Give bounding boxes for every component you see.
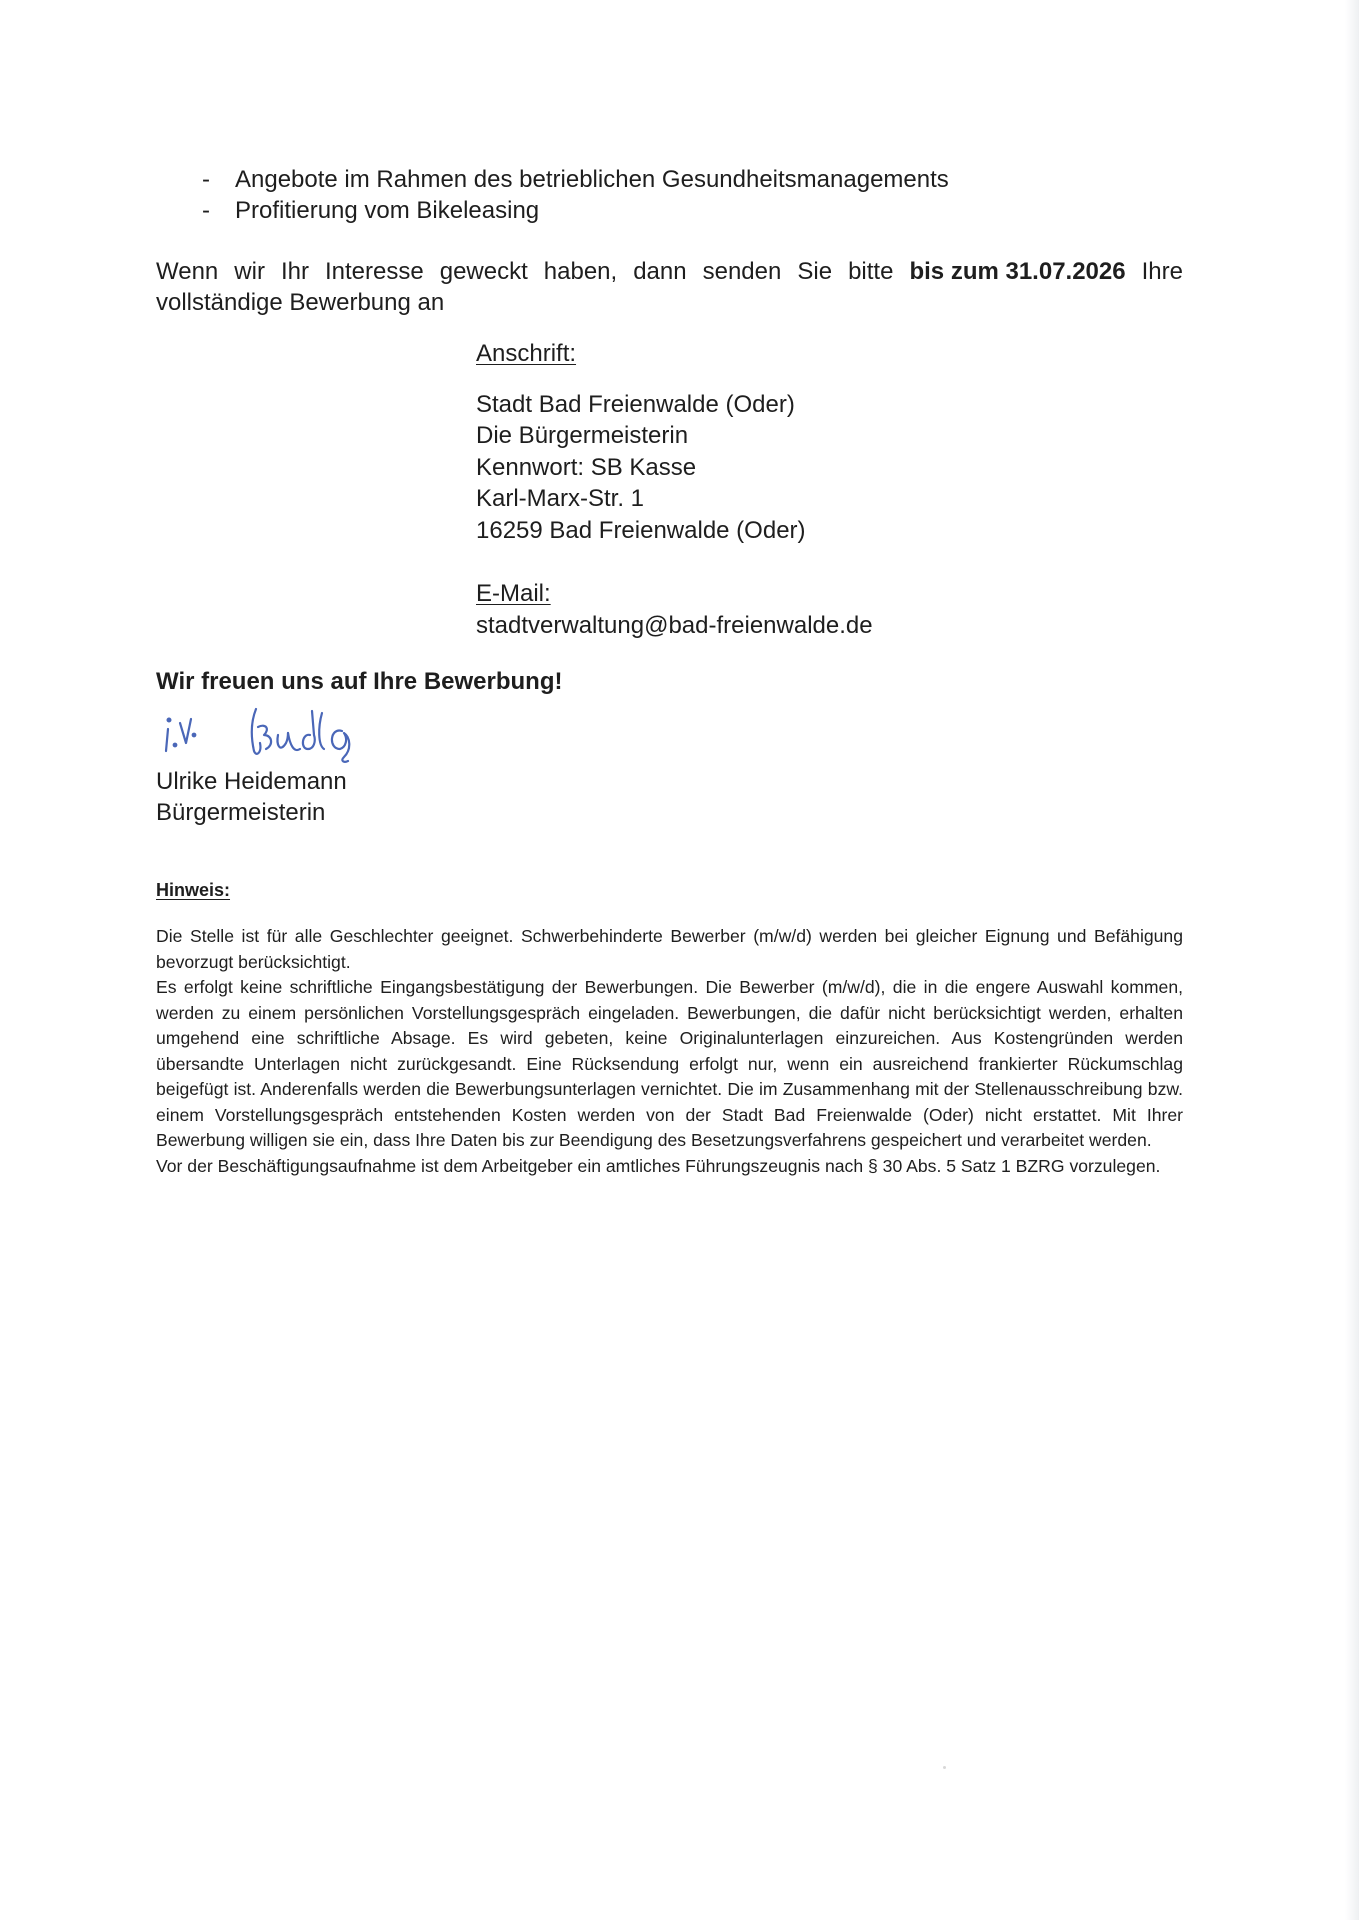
- signer-block: [156, 766, 347, 828]
- address-line: Karl-Marx-Str. 1: [476, 485, 645, 512]
- list-item: [202, 164, 1202, 195]
- scan-speck: [943, 1766, 946, 1769]
- list-item: [202, 195, 1202, 226]
- email-address: stadtverwaltung@bad-freienwalde.de: [476, 611, 873, 639]
- hinweis-paragraph: Es erfolgt keine schriftliche Eingangsbestätigung der Bewerbungen. Die Bewerber (m/w/d), die in die engere Auswahl kommen, werden zu einem persönlichen Vorstellungsgespräch eingeladen. Bewerbungen, die dafür nicht berücksichtigt werden, erhalten umgehend eine schriftliche Absage. Es wird gebeten, keine Originalunterlagen einzureichen. Aus Kostengründen werden übersandte Unterlagen nicht zurückgesandt. Eine Rücksendung erfolgt nur, wenn ein ausreichend frankierter Rückumschlag beigefügt ist. Anderenfalls werden die Bewerbungsunterlagen vernichtet. Die im Zusammenhang mit der Stellenausschreibung bzw. einem Vorstellungsgespräch entstehenden Kosten werden von der Stadt Bad Freienwalde (Oder) nicht erstattet. Mit Ihrer Bewerbung willigen sie ein, dass Ihre Daten bis zur Beendigung des Besetzungsverfahrens gespeichert und verarbeitet werden.: [156, 977, 1183, 1150]
- hinweis-paragraph: Die Stelle ist für alle Geschlechter geeignet. Schwerbehinderte Bewerber (m/w/d) werden bei gleicher Eignung und Befähigung bevorzugt berücksichtigt.: [156, 926, 1183, 972]
- email-label: E-Mail:: [476, 580, 551, 607]
- closing-line: Wir freuen uns auf Ihre Bewerbung!: [156, 668, 563, 695]
- intro-word: bitte: [848, 258, 894, 285]
- signer-title: Bürgermeisterin: [156, 799, 326, 826]
- intro-word: wir: [234, 258, 265, 285]
- address-line: Kennwort: SB Kasse: [476, 453, 697, 481]
- benefits-list: [202, 164, 1202, 226]
- hinweis-paragraph: Vor der Beschäftigungsaufnahme ist dem Arbeitgeber ein amtliches Führungszeugnis nach § 30 Abs. 5 Satz 1 BZRG vorzulegen.: [156, 1155, 1161, 1176]
- intro-word: Interesse: [324, 258, 424, 285]
- address-label: Anschrift:: [476, 340, 577, 367]
- intro-word: dann: [633, 258, 687, 285]
- scan-edge: [1345, 0, 1359, 1920]
- application-intro: [156, 256, 1183, 318]
- intro-word: geweckt: [439, 258, 528, 285]
- signer-name: Ulrike Heidemann: [156, 768, 347, 795]
- list-item-text: Angebote im Rahmen des betrieblichen Gesundheitsmanagements: [235, 166, 949, 193]
- hinweis-heading: Hinweis:: [156, 880, 231, 900]
- intro-line-2: vollständige Bewerbung an: [156, 289, 445, 316]
- bullet-marker: -: [202, 197, 210, 224]
- intro-line-1: [156, 256, 1183, 287]
- intro-word: Wenn: [156, 258, 219, 285]
- hinweis-body: [156, 924, 1183, 1179]
- intro-word: Ihr: [280, 258, 309, 285]
- intro-word: Sie: [797, 258, 833, 285]
- list-item-text: Profitierung vom Bikeleasing: [235, 197, 540, 224]
- signature: [160, 705, 370, 765]
- bullet-marker: -: [202, 166, 210, 193]
- address-line: Die Bürgermeisterin: [476, 422, 689, 449]
- address-line: Stadt Bad Freienwalde (Oder): [476, 390, 795, 418]
- intro-word: haben,: [543, 258, 618, 285]
- intro-word: Ihre: [1141, 258, 1183, 285]
- address-block: [476, 338, 1176, 641]
- address-line: 16259 Bad Freienwalde (Oder): [476, 516, 806, 544]
- deadline: bis zum 31.07.2026: [909, 258, 1126, 285]
- intro-word: senden: [702, 258, 782, 285]
